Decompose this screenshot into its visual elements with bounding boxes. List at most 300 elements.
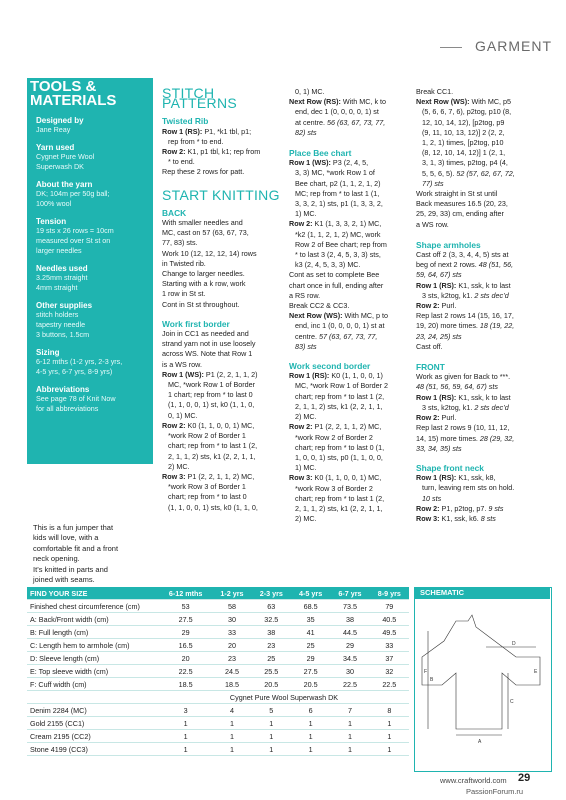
sidebar-title-line2: MATERIALS [30, 92, 117, 109]
text-line [289, 484, 411, 494]
cell-value: 1 [252, 717, 291, 730]
text-line [162, 360, 284, 370]
cell-value: 1 [370, 717, 409, 730]
sidebar-block-heading: Yarn used [36, 143, 75, 152]
row-text: Back measures 16.5 (20, 23, [416, 199, 508, 209]
sidebar-block-line: Cygnet Pure Wool [36, 152, 95, 161]
row-label: Row 3: [416, 513, 440, 523]
cell-value: 44.5 [330, 626, 369, 639]
row-text: 14, 15) more times. [416, 433, 480, 443]
row-text: Purl. [439, 413, 457, 423]
text-line [416, 504, 556, 514]
sidebar-block-line: 4-5 yrs, 6-7 yrs, 8-9 yrs) [36, 367, 113, 376]
cell-value: 38 [252, 626, 291, 639]
text-line [162, 503, 284, 513]
column-3-top-text [416, 87, 556, 230]
text-line: in Twisted rib. [162, 258, 206, 268]
row-text: K0 (1, 1, 0, 0, 1) MC, [312, 473, 382, 483]
text-line: Work 10 (12, 12, 12, 14) rows [162, 248, 257, 258]
cell-value: 1 [291, 717, 330, 730]
yarn-heading: Cygnet Pure Wool Superwash DK [159, 691, 409, 704]
row-label: Next Row (RS): [289, 97, 341, 107]
text-line [289, 87, 411, 97]
row-text: Rep these 2 rows for patt. [162, 167, 245, 177]
sidebar-block-heading: Designed by [36, 116, 84, 125]
row-text: 1, 2, 1) times, [p2tog, p10 [416, 138, 504, 148]
text-line [416, 281, 556, 291]
row-label: Row 2: [416, 503, 440, 513]
text-line [416, 260, 556, 270]
text-line [289, 240, 411, 250]
text-line [416, 423, 556, 433]
text-line [289, 270, 411, 280]
row-text: end, inc 1 (0, 0, 0, 0, 1) st at [289, 321, 385, 331]
cell-value: 16.5 [159, 639, 212, 652]
sidebar-block-line: 4mm straight [36, 283, 78, 292]
row-label: E: Top sleeve width (cm) [27, 665, 159, 678]
column-2-top-text [289, 87, 411, 138]
text-line [416, 372, 556, 382]
cell-value: 18.5 [212, 678, 251, 691]
row-label: Row 2: [289, 422, 313, 432]
text-line [289, 504, 411, 514]
sidebar-block-line: 6-12 mths (1-2 yrs, 2-3 yrs, [36, 357, 123, 366]
text-line [416, 179, 556, 189]
sidebar-block-heading: Abbreviations [36, 385, 90, 394]
stitch-patterns-heading: STITCH PATTERNS [162, 85, 237, 112]
sidebar-blocks [36, 116, 154, 414]
stitch-count: 23, 24, 25) sts [416, 331, 462, 341]
cell-value: 1 [252, 730, 291, 743]
text-line [289, 402, 411, 412]
row-text: 2, 1, 1, 2) sts, k1 (2, 2, 1, 1, [162, 451, 256, 461]
row-text: centre. [289, 331, 319, 341]
row-text: P1 (2, 2, 1, 1, 2) MC, [312, 422, 382, 432]
cell-value: 3 [159, 704, 212, 717]
row-label: Row 2: [162, 147, 186, 157]
stitch-count: 77) sts [416, 178, 444, 188]
text-line [416, 514, 556, 524]
table-row [27, 743, 409, 756]
sidebar-block-heading: Sizing [36, 348, 60, 357]
row-text: strand yarn not in use loosely [162, 339, 256, 349]
row-text: Cont as set to complete Bee [289, 270, 380, 280]
row-text: MC, *work Row 1 of Border [162, 380, 256, 390]
table-row [27, 704, 409, 717]
text-line: Change to larger needles. [162, 269, 245, 279]
row-text: 3 sts, k2tog, k1. [416, 402, 475, 412]
text-line [289, 342, 411, 352]
label-e: E [534, 669, 538, 675]
row-text: 1 chart; rep from * to last 0 [162, 390, 253, 400]
text-line [289, 433, 411, 443]
sidebar-block-line: Superwash DK [36, 162, 84, 171]
intro-text [33, 523, 153, 585]
table-row [27, 717, 409, 730]
text-line [416, 444, 556, 454]
text-line [289, 107, 411, 117]
row-text: rep from * to end. [162, 136, 224, 146]
text-line [289, 250, 411, 260]
cell-value: 1 [252, 743, 291, 756]
cell-value: 5 [252, 704, 291, 717]
text-line [289, 321, 411, 331]
text-line [162, 452, 284, 462]
row-text: P1, p2tog, p7. [439, 503, 489, 513]
sidebar-block-line: Jane Reay [36, 125, 71, 134]
row-label: Denim 2284 (MC) [27, 704, 159, 717]
cell-value: 23 [212, 652, 251, 665]
cell-value: 1 [370, 730, 409, 743]
stitch-count: 82) sts [289, 127, 317, 137]
text-line [416, 291, 556, 301]
size-header: 8-9 yrs [370, 587, 409, 600]
cell-value: 27.5 [291, 665, 330, 678]
sidebar-block-line: 3.25mm straight [36, 273, 88, 282]
row-text: (9, 11, 10, 13, 12)] 2 (2, 2, [416, 127, 505, 137]
cell-value: 1 [291, 730, 330, 743]
stitch-count: 8 sts [480, 513, 496, 523]
table-row [27, 678, 409, 691]
cell-value: 1 [159, 743, 212, 756]
text-line [416, 413, 556, 423]
stitch-count: 56 (63, 67, 73, 77, [326, 117, 386, 127]
sidebar-block-line: 100% wool [36, 199, 72, 208]
text-line [289, 473, 411, 483]
text-line: 77, 83) sts. [162, 238, 198, 248]
garment-outline [422, 615, 540, 735]
row-label: Row 2: [416, 301, 440, 311]
sidebar-block-line: 3 buttons, 1.5cm [36, 330, 90, 339]
row-text: 3, 3, 2, 1) sts, p1 (1, 3, 3, 2, [289, 199, 383, 209]
size-header: 4-5 yrs [291, 587, 330, 600]
cell-value: 1 [330, 730, 369, 743]
sidebar-block-line: 19 sts x 26 rows = 10cm [36, 226, 114, 235]
cell-value: 30 [212, 613, 251, 626]
shape-front-neck-heading: Shape front neck [416, 462, 484, 473]
text-line: Starting with a k row, work [162, 279, 246, 289]
row-text: chart; rep from * to last 1 (2, [289, 391, 385, 401]
row-text: Bee chart, p2 (1, 1, 2, 1, 2) [289, 178, 381, 188]
text-line [162, 167, 284, 177]
cell-value: 38 [330, 613, 369, 626]
cell-value: 25 [291, 639, 330, 652]
sidebar-block-line: DK; 104m per 50g ball; [36, 189, 110, 198]
sidebar-block-line: See page 78 of Knit Now [36, 394, 116, 403]
cell-value: 20 [159, 652, 212, 665]
table-row [27, 600, 409, 613]
row-text: is a WS row. [162, 359, 202, 369]
text-line [416, 403, 556, 413]
text-line [162, 390, 284, 400]
label-c: C [510, 699, 514, 705]
table-title: FIND YOUR SIZE [27, 587, 159, 600]
intro-line: joined with seams. [33, 575, 95, 585]
row-text: 12, 10, 14, 12), [p2tog, p9 [416, 117, 505, 127]
intro-line: It’s knitted in parts and [33, 564, 108, 574]
sidebar-title [30, 80, 116, 108]
row-text: K0 (1, 1, 0, 0, 1) MC, [185, 420, 255, 430]
cell-value: 22.5 [370, 678, 409, 691]
row-text: beg of next 2 rows. [416, 260, 479, 270]
cell-value: 34.5 [330, 652, 369, 665]
text-line [416, 107, 556, 117]
cell-value: 1 [370, 743, 409, 756]
cell-value: 7 [330, 704, 369, 717]
row-label: Stone 4199 (CC3) [27, 743, 159, 756]
text-line [289, 463, 411, 473]
row-text: P3 (2, 4, 5, [330, 158, 369, 168]
text-line [162, 411, 284, 421]
work-second-border-heading: Work second border [289, 361, 371, 372]
front-text [416, 372, 556, 454]
row-text: Rep last 2 rows 9 (10, 11, 12, [416, 423, 510, 433]
text-line [416, 199, 556, 209]
cell-value: 33 [370, 639, 409, 652]
row-text: chart; rep from * to last 0 (1, [289, 442, 385, 452]
row-text: *work Row 3 of Border 1 [162, 482, 246, 492]
row-label: Gold 2155 (CC1) [27, 717, 159, 730]
schematic-labels [424, 641, 538, 745]
text-line [416, 209, 556, 219]
row-text: at centre. [289, 117, 327, 127]
stitch-count: 9 sts [488, 503, 504, 513]
row-text: MC; rep from * to last 1 (1, [289, 188, 380, 198]
cell-value: 37 [370, 652, 409, 665]
text-line [162, 137, 284, 147]
row-label: Row 2: [289, 219, 313, 229]
text-line [289, 422, 411, 432]
text-line [416, 311, 556, 321]
text-line [289, 158, 411, 168]
text-line [289, 168, 411, 178]
row-text: across WS. Note that Row 1 [162, 349, 253, 359]
text-line [416, 118, 556, 128]
row-text: 5, 5, 6, 5). [416, 168, 457, 178]
text-line [162, 147, 284, 157]
text-line [416, 434, 556, 444]
row-text: *work Row 3 of Border 2 [289, 483, 373, 493]
cell-value: 1 [212, 717, 251, 730]
text-line [289, 118, 411, 128]
sidebar-block-heading: Tension [36, 217, 67, 226]
stitch-count: 57 (63, 67, 73, 77, [318, 331, 378, 341]
row-text: With MC, p5 [469, 97, 512, 107]
row-label: F: Cuff width (cm) [27, 678, 159, 691]
row-text: Break CC2 & CC3. [289, 301, 350, 311]
twisted-rib-text [162, 127, 284, 178]
text-line [162, 472, 284, 482]
text-line [416, 169, 556, 179]
text-line [289, 291, 411, 301]
text-line [289, 199, 411, 209]
row-label: B: Full length (cm) [27, 626, 159, 639]
footer-url: www.craftworld.com [440, 776, 507, 785]
stitch-count: 18 (19, 22, [479, 321, 515, 331]
row-text: 25, 29, 33) cm, ending after [416, 209, 504, 219]
table-row [27, 613, 409, 626]
cell-value: 73.5 [330, 600, 369, 613]
row-text: Cast off 2 (3, 3, 4, 4, 5) sts at [416, 250, 509, 260]
row-text: a WS row. [416, 219, 449, 229]
stitch-count: 48 (51, 56, [478, 260, 514, 270]
text-line [289, 381, 411, 391]
work-second-border-text [289, 371, 411, 524]
cell-value: 63 [252, 600, 291, 613]
text-line [289, 301, 411, 311]
row-text: Cast off. [416, 341, 443, 351]
sidebar-block-line: stitch holders [36, 310, 79, 319]
cell-value: 1 [212, 730, 251, 743]
cell-value: 4 [212, 704, 251, 717]
row-label: D: Sleeve length (cm) [27, 652, 159, 665]
row-text: K1 (1, 3, 3, 2, 1) MC, [312, 219, 382, 229]
stitch-count: 2 sts dec’d [474, 402, 509, 412]
cell-value: 41 [291, 626, 330, 639]
table-row [27, 730, 409, 743]
section-label: GARMENT [475, 38, 552, 54]
cell-value: 18.5 [159, 678, 212, 691]
row-label: Row 1 (WS): [289, 158, 331, 168]
intro-line: This is a fun jumper that [33, 523, 114, 532]
text-line [416, 332, 556, 342]
text-line [289, 230, 411, 240]
schematic-title: SCHEMATIC [414, 587, 550, 599]
cell-value: 29 [330, 639, 369, 652]
row-text: 2, 1, 1, 2) sts, k1 (2, 2, 1, 1, [289, 401, 383, 411]
text-line [289, 392, 411, 402]
work-first-border-heading: Work first border [162, 318, 230, 329]
text-line [289, 209, 411, 219]
bee-chart-text [289, 158, 411, 352]
row-text: 3, 3) MC, *work Row 1 of [289, 168, 375, 178]
cell-value: 68.5 [291, 600, 330, 613]
schematic-diagram [416, 601, 548, 769]
row-text: chart; rep from * to last 0 [162, 492, 247, 502]
text-line: 1 row in St st. [162, 289, 206, 299]
shape-armholes-text [416, 250, 556, 352]
row-text: Rep last 2 rows 14 (15, 16, 17, [416, 311, 514, 321]
cell-value: 1 [330, 743, 369, 756]
text-line [416, 128, 556, 138]
row-text: Row 2 of Bee chart; rep from [289, 239, 387, 249]
intro-line: kids will love, with a [33, 533, 99, 543]
text-line [416, 494, 556, 504]
text-line [162, 482, 284, 492]
sidebar-block-heading: About the yarn [36, 180, 93, 189]
text-line [416, 97, 556, 107]
table-row [27, 626, 409, 639]
cell-value: 25.5 [252, 665, 291, 678]
label-b: B [430, 677, 434, 683]
row-text: P1 (2, 2, 1, 1, 2) [203, 369, 258, 379]
row-text: P1 (2, 2, 1, 1, 2) MC, [185, 471, 255, 481]
size-header: 2-3 yrs [252, 587, 291, 600]
stitch-count: 52 (57, 62, 67, 72, [456, 168, 515, 178]
row-text: chart once in full, ending after [289, 280, 384, 290]
shape-armholes-heading: Shape armholes [416, 239, 481, 250]
table-header-row [27, 587, 409, 600]
cell-value: 22.5 [330, 678, 369, 691]
stitch-count: 33, 34, 35) sts [416, 443, 462, 453]
text-line [289, 179, 411, 189]
row-text: 1) MC. [289, 463, 317, 473]
row-text: K1, ssk, k6. [439, 513, 481, 523]
work-first-border-text [162, 329, 284, 513]
row-label: Cream 2195 (CC2) [27, 730, 159, 743]
row-text: 0, 1) MC. [162, 410, 198, 420]
row-text: 3 sts, k2tog, k1. [416, 290, 475, 300]
row-label: Row 1 (RS): [289, 371, 330, 381]
text-line [416, 87, 556, 97]
row-text: 2, 1, 1, 2) sts, k1 (2, 2, 1, 1, [289, 503, 383, 513]
row-label: A: Back/Front width (cm) [27, 613, 159, 626]
row-label: Next Row (WS): [416, 97, 470, 107]
row-text: (8, 12, 10, 14, 12)] 1 (2, 1, [416, 148, 506, 158]
table-row [27, 639, 409, 652]
text-line [416, 321, 556, 331]
row-text: 2) MC. [162, 461, 190, 471]
row-text: Work straight in St st until [416, 189, 498, 199]
shape-front-neck-text [416, 473, 556, 524]
row-label: Row 1 (RS): [416, 280, 457, 290]
text-line [162, 339, 284, 349]
row-text: 19, 20) more times. [416, 321, 480, 331]
text-line [416, 342, 556, 352]
column-2 [289, 87, 411, 524]
find-your-size-table [27, 587, 409, 756]
row-text: 1, 0, 0, 1) sts, p0 (1, 1, 0, 0, [289, 452, 383, 462]
text-line [416, 301, 556, 311]
yarn-heading-row [27, 691, 409, 704]
text-line [416, 270, 556, 280]
cell-value: 1 [212, 743, 251, 756]
cell-value: 40.5 [370, 613, 409, 626]
row-label: Row 1 (RS): [416, 392, 457, 402]
row-text: Break CC1. [416, 87, 454, 96]
text-line: Cont in St st throughout. [162, 299, 240, 309]
text-line [162, 421, 284, 431]
label-d: D [512, 641, 516, 647]
stitch-count: 83) sts [289, 341, 317, 351]
text-line [289, 281, 411, 291]
size-header: 1-2 yrs [212, 587, 251, 600]
header-rule [440, 47, 462, 48]
row-text: 2) MC. [289, 412, 317, 422]
text-line [162, 370, 284, 380]
row-text: turn, leaving rem sts on hold. [416, 483, 515, 493]
row-text: chart; rep from * to last 1 (2, [162, 441, 258, 451]
stitch-count: 2 sts dec’d [474, 290, 509, 300]
cell-value: 1 [159, 717, 212, 730]
cell-value: 8 [370, 704, 409, 717]
column-3 [416, 87, 556, 524]
text-line [416, 382, 556, 392]
row-text: a RS row. [289, 290, 321, 300]
intro-line: comfortable fit and a front [33, 543, 119, 553]
row-text: *work Row 2 of Border 1 [162, 431, 246, 441]
text-line [289, 97, 411, 107]
cell-value: 33 [212, 626, 251, 639]
cell-value: 32 [370, 665, 409, 678]
text-line [289, 332, 411, 342]
text-line [289, 260, 411, 270]
row-label: Next Row (WS): [289, 311, 343, 321]
label-a: A [478, 739, 482, 745]
row-text: MC, *work Row 1 of Border 2 [289, 381, 389, 391]
cell-value: 58 [212, 600, 251, 613]
stitch-count: 48 (51, 56, 59, 64, 67) sts [416, 382, 498, 392]
